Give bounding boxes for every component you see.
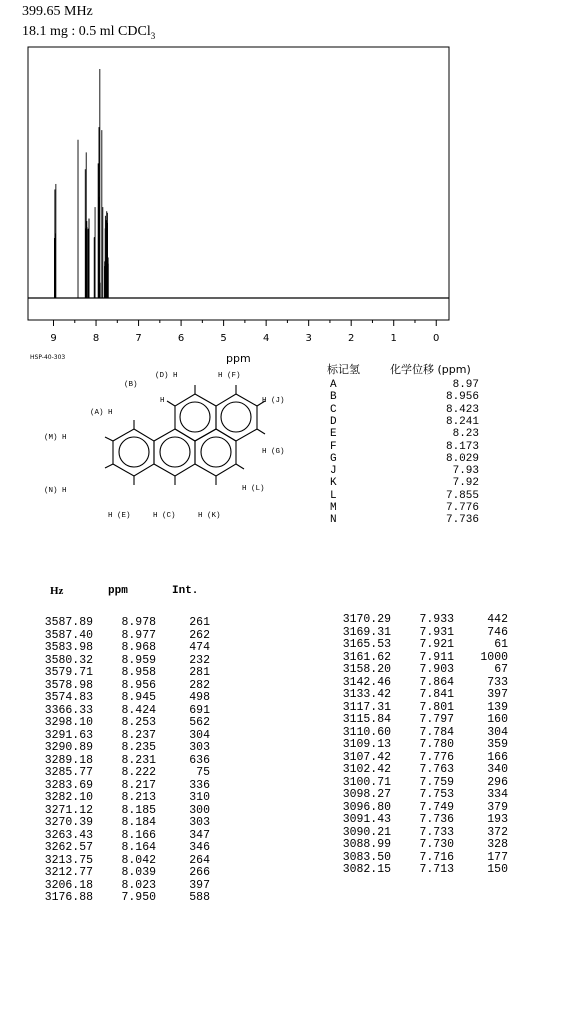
x-tick-label: 6 (177, 333, 185, 344)
peak-ppm: 8.424 (121, 703, 156, 717)
peak-int: 304 (189, 728, 210, 742)
hydrogen-labels (44, 372, 285, 520)
assignment-shift: 8.97 (452, 379, 479, 391)
peak-hz: 3587.40 (44, 628, 93, 642)
peak-hz: 3587.89 (44, 616, 93, 629)
ring-top-right-circle (221, 402, 251, 432)
spectrum-trace (28, 69, 449, 298)
peak-ppm: 7.864 (419, 675, 454, 689)
peak-ppm: 7.749 (419, 800, 454, 814)
ring-top-circle (180, 402, 210, 432)
assignment-label: C (330, 403, 337, 416)
nmr-spectrum-chart (0, 0, 570, 360)
peak-ppm: 7.903 (419, 663, 454, 676)
assignment-label: F (330, 440, 337, 453)
peak-int: 1000 (480, 650, 508, 664)
x-axis-label: ppm (226, 352, 251, 365)
peak-hz: 3107.42 (342, 750, 391, 764)
assignment-shift: 8.423 (445, 403, 479, 416)
peak-ppm: 8.023 (121, 878, 156, 892)
label-m: (M) H (44, 434, 67, 442)
peak-ppm: 7.753 (419, 788, 454, 801)
label-j: H (J) (262, 397, 285, 405)
peak-ppm: 7.797 (419, 713, 454, 726)
peak-ppm: 8.959 (121, 653, 156, 667)
peak-ppm: 7.950 (121, 891, 156, 904)
peak-int: 372 (487, 825, 508, 839)
x-tick-label: 8 (92, 333, 100, 344)
peak-hz: 3098.27 (342, 788, 391, 801)
peak-int: 336 (189, 778, 210, 792)
peak-ppm: 8.166 (121, 828, 156, 842)
peak-hz: 3574.83 (44, 691, 93, 704)
x-tick-label: 7 (135, 333, 142, 344)
label-b: (B) (124, 381, 138, 389)
peak-int: 347 (189, 828, 210, 842)
peak-ppm: 8.977 (121, 628, 156, 642)
peak-ppm: 7.716 (419, 850, 454, 864)
peak-int: 636 (189, 753, 210, 767)
peak-hz: 3100.71 (342, 775, 391, 789)
peak-hz: 3298.10 (44, 716, 93, 729)
peak-ppm: 7.759 (419, 775, 454, 789)
peak-ppm: 7.733 (419, 825, 454, 839)
assignment-shift: 7.776 (445, 502, 479, 514)
peak-hz: 3169.31 (342, 625, 391, 639)
peak-hz: 3109.13 (342, 738, 391, 751)
label-n: (N) H (44, 487, 67, 495)
peak-ppm: 8.039 (121, 866, 156, 879)
peak-hz: 3212.77 (44, 866, 93, 879)
peak-int: 379 (487, 800, 508, 814)
assignment-header-label: 标记氢 (327, 363, 360, 376)
peak-int: 746 (487, 625, 508, 639)
peak-hz: 3158.20 (342, 663, 391, 676)
peak-int: 498 (189, 691, 210, 704)
peak-hz: 3282.10 (44, 791, 93, 804)
peak-int: 346 (189, 841, 210, 854)
peak-hz: 3579.71 (44, 666, 93, 679)
peak-hz: 3271.12 (44, 803, 93, 817)
peak-hz: 3270.39 (44, 816, 93, 829)
sample-text: 18.1 mg : 0.5 ml CDCl (22, 24, 151, 39)
peak-ppm: 7.780 (419, 738, 454, 751)
peak-hz: 3083.50 (342, 850, 391, 864)
peak-ppm: 7.784 (419, 725, 454, 739)
peak-hz: 3115.84 (342, 713, 391, 726)
peak-hz: 3096.80 (342, 800, 391, 814)
assignment-label: N (330, 514, 337, 527)
assignment-shift: 8.173 (445, 440, 479, 453)
label-f: H (F) (218, 372, 241, 380)
peak-ppm: 8.042 (121, 853, 156, 867)
peak-ppm: 7.911 (419, 650, 454, 664)
peak-int: 304 (487, 725, 508, 739)
ring-middle-circle (160, 437, 190, 467)
peak-hz: 3161.62 (342, 650, 391, 664)
peak-ppm: 8.945 (121, 691, 156, 704)
peak-int: 691 (189, 703, 210, 717)
assignment-label: L (330, 489, 337, 502)
peak-ppm: 8.978 (121, 616, 156, 629)
peak-hz: 3290.89 (44, 741, 93, 754)
ring-left-circle (119, 437, 149, 467)
peak-ppm: 7.931 (419, 625, 454, 639)
peak-hz: 3091.43 (342, 813, 391, 826)
peak-int: 139 (487, 700, 508, 714)
peak-int: 442 (487, 613, 508, 626)
peak-ppm: 7.763 (419, 763, 454, 776)
peak-ppm: 8.253 (121, 716, 156, 729)
molecule-structure (20, 360, 300, 530)
peak-ppm: 7.841 (419, 688, 454, 701)
peak-ppm: 7.921 (419, 638, 454, 651)
peak-ppm: 8.164 (121, 841, 156, 854)
peak-int: 61 (494, 638, 508, 651)
assignment-label: B (330, 391, 337, 404)
x-tick-label: 3 (305, 333, 312, 344)
peak-hz: 3102.42 (342, 763, 391, 776)
x-tick-label: 1 (390, 333, 397, 344)
peak-int: 334 (487, 788, 508, 801)
peak-hz: 3133.42 (342, 688, 391, 701)
peak-hz: 3578.98 (44, 678, 93, 692)
peak-int: 340 (487, 763, 508, 776)
peak-ppm: 8.217 (121, 778, 156, 792)
peak-int: 166 (487, 750, 508, 764)
spectrometer-frequency: 399.65 MHz (22, 4, 93, 19)
peak-int: 397 (189, 878, 210, 892)
peak-ppm: 8.213 (121, 791, 156, 804)
x-tick-label: 2 (348, 333, 355, 344)
peak-int: 474 (189, 641, 210, 654)
peak-int: 303 (189, 816, 210, 829)
peak-ppm: 8.231 (121, 753, 156, 767)
peak-int: 266 (189, 866, 210, 879)
x-tick-label: 9 (50, 333, 57, 344)
peak-hz: 3263.43 (44, 828, 93, 842)
label-d: (D) H (155, 372, 178, 380)
peak-hz: 3165.53 (342, 638, 391, 651)
peak-hz: 3090.21 (342, 825, 391, 839)
col-header-ppm: ppm (108, 585, 128, 597)
peak-int: 303 (189, 741, 210, 754)
peak-int: 562 (189, 716, 210, 729)
peak-hz: 3580.32 (44, 653, 93, 667)
col-header-hz: Hz (50, 585, 64, 597)
peak-hz: 3285.77 (44, 766, 93, 779)
peak-hz: 3583.98 (44, 641, 93, 654)
peak-hz: 3206.18 (44, 878, 93, 892)
peak-hz: 3291.63 (44, 728, 93, 742)
peak-int: 264 (189, 853, 210, 867)
peak-ppm: 8.184 (121, 816, 156, 829)
assignment-shift: 7.855 (445, 489, 479, 502)
peak-ppm: 7.801 (419, 700, 454, 714)
x-tick-label: 5 (220, 333, 227, 344)
assignment-label: A (330, 379, 337, 391)
peak-int: 67 (494, 663, 508, 676)
peak-int: 328 (487, 838, 508, 851)
assignment-label: K (330, 477, 337, 490)
peak-int: 232 (189, 653, 210, 667)
assignment-label: J (330, 465, 337, 478)
peak-ppm: 8.958 (121, 666, 156, 679)
peak-hz: 3213.75 (44, 853, 93, 867)
peak-ppm: 7.933 (419, 613, 454, 626)
peak-int: 281 (189, 666, 210, 679)
peak-int: 300 (189, 803, 210, 817)
peak-hz: 3082.15 (342, 863, 391, 876)
assignment-shift: 8.23 (452, 428, 479, 441)
peak-ppm: 8.237 (121, 728, 156, 742)
label-c: H (C) (153, 512, 176, 520)
peak-hz: 3110.60 (342, 725, 391, 739)
x-axis (50, 320, 439, 344)
label-e: H (E) (108, 512, 131, 520)
benzo-rings (105, 385, 265, 485)
peak-ppm: 7.776 (419, 750, 454, 764)
assignment-header-shift: 化学位移 (ppm) (390, 363, 471, 376)
peak-hz: 3088.99 (342, 838, 391, 851)
peak-int: 261 (189, 616, 210, 629)
peak-hz: 3366.33 (44, 703, 93, 717)
sample-code: HSP-40-303 (30, 354, 66, 361)
peak-int: 296 (487, 775, 508, 789)
assignment-shift: 8.029 (445, 452, 479, 465)
label-k: H (K) (198, 512, 221, 520)
peak-ppm: 8.956 (121, 678, 156, 692)
peak-int: 282 (189, 678, 210, 692)
peak-hz: 3170.29 (342, 613, 391, 626)
peak-ppm: 8.222 (121, 766, 156, 779)
ring-right-circle (201, 437, 231, 467)
label-a: (A) H (90, 409, 113, 417)
peak-int: 75 (196, 766, 210, 779)
peak-hz: 3142.46 (342, 675, 391, 689)
assignment-shift: 8.241 (445, 415, 479, 428)
peak-ppm: 7.736 (419, 813, 454, 826)
peak-int: 262 (189, 628, 210, 642)
peak-int: 150 (487, 863, 508, 876)
peak-int: 397 (487, 688, 508, 701)
x-tick-label: 0 (433, 333, 440, 344)
peak-hz: 3117.31 (342, 700, 391, 714)
peak-hz: 3289.18 (44, 753, 93, 767)
peak-ppm: 7.713 (419, 863, 454, 876)
peak-hz: 3176.88 (44, 891, 93, 904)
peak-ppm: 8.968 (121, 641, 156, 654)
peak-int: 193 (487, 813, 508, 826)
col-header-int: Int. (172, 585, 199, 597)
assignment-shift: 7.736 (445, 514, 479, 527)
peak-hz: 3262.57 (44, 841, 93, 854)
assignment-label: E (330, 428, 337, 441)
label-g: H (G) (262, 448, 285, 456)
peak-int: 359 (487, 738, 508, 751)
peak-ppm: 8.185 (121, 803, 156, 817)
label-h-b: H (160, 397, 165, 405)
peak-ppm: 8.235 (121, 741, 156, 754)
peak-int: 160 (487, 713, 508, 726)
peak-hz: 3283.69 (44, 778, 93, 792)
peak-int: 310 (189, 791, 210, 804)
x-tick-label: 4 (262, 333, 270, 344)
peak-int: 177 (487, 850, 508, 864)
peak-int: 733 (487, 675, 508, 689)
peak-int: 588 (189, 891, 210, 904)
assignment-shift: 7.92 (452, 477, 479, 490)
plot-frame (28, 47, 449, 320)
assignment-label: D (330, 415, 337, 428)
assignment-shift: 8.956 (445, 391, 479, 404)
assignment-shift: 7.93 (452, 465, 479, 478)
assignment-label: G (330, 452, 337, 465)
peak-ppm: 7.730 (419, 838, 454, 851)
sample-subscript: 3 (150, 30, 156, 41)
label-l: H (L) (242, 485, 265, 493)
assignment-label: M (330, 502, 337, 514)
